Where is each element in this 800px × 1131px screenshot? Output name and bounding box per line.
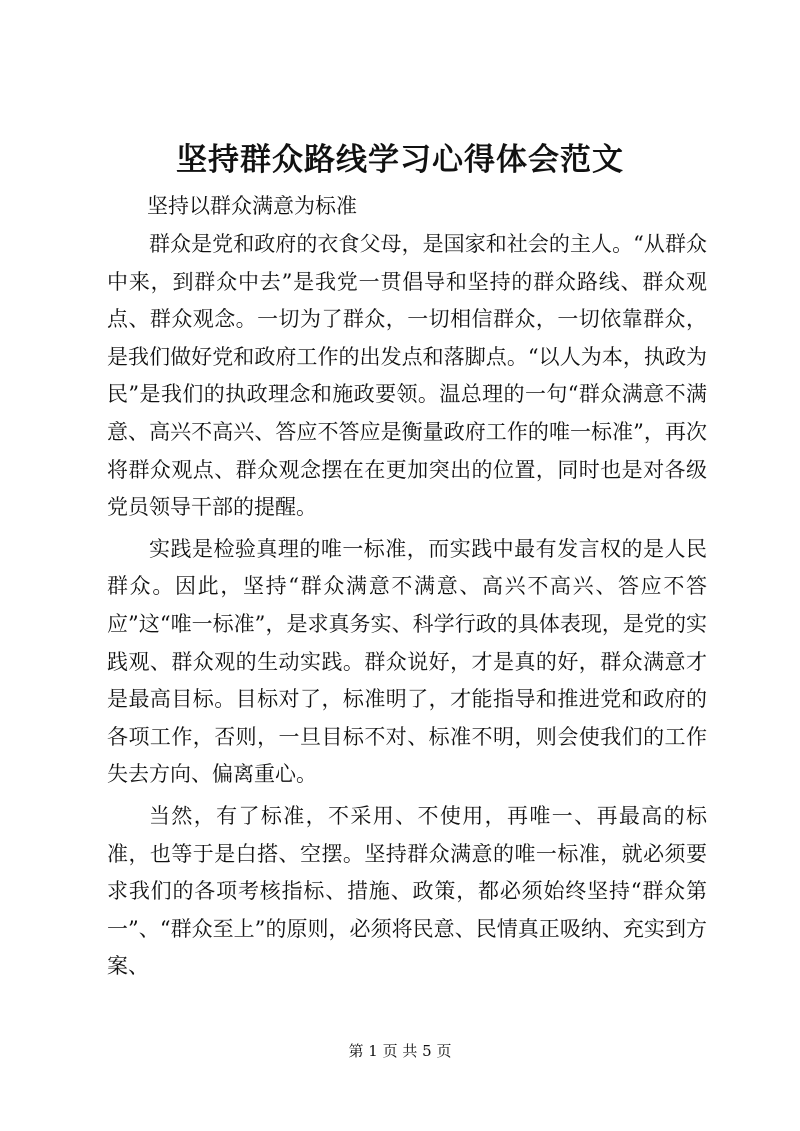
paragraph-3: 当然，有了标准，不采用、不使用，再唯一、再最高的标准，也等于是白搭、空摆。坚持群众满意的唯一标准，就必须要求我们的各项考核指标、措施、政策，都必须始终坚持“群众第一”、“群众至上”的原则，必须将民意、民情真正吸纳、充实到方案、 [107, 803, 707, 979]
document-body [107, 226, 707, 986]
paragraph-1: 群众是党和政府的衣食父母，是国家和社会的主人。“从群众中来，到群众中去”是我党一贯倡导和坚持的群众路线、群众观点、群众观念。一切为了群众，一切相信群众，一切依靠群众，是我们做好党和政府工作的出发点和落脚点。“以人为本，执政为民”是我们的执政理念和施政要领。温总理的一句“群众满意不满意、高兴不高兴、答应不答应是衡量政府工作的唯一标准”，再次将群众观点、群众观念摆在在更加突出的位置，同时也是对各级党员领导干部的提醒。 [107, 232, 707, 520]
paragraph-2: 实践是检验真理的唯一标准，而实践中最有发言权的是人民群众。因此，坚持“群众满意不满意、高兴不高兴、答应不答应”这“唯一标准”，是求真务实、科学行政的具体表现，是党的实践观、群众观的生动实践。群众说好，才是真的好，群众满意才是最高目标。目标对了，标准明了，才能指导和推进党和政府的各项工作，否则，一旦目标不对、标准不明，则会使我们的工作失去方向、偏离重心。 [107, 536, 707, 787]
page-footer: 第 1 页 共 5 页 [348, 1042, 452, 1060]
section-heading: 坚持以群众满意为标准 [147, 194, 357, 218]
document-title: 坚持群众路线学习心得体会范文 [176, 142, 624, 178]
